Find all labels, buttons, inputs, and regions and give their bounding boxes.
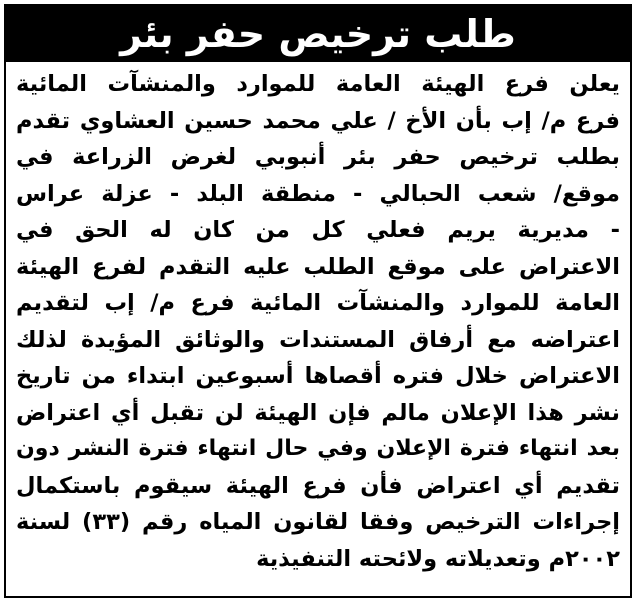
notice-line: بطلب ترخيص حفر بئر أنبوبي لغرض الزراعة في bbox=[16, 144, 620, 170]
notice-title: طلب ترخيص حفر بئر bbox=[6, 6, 630, 62]
notice-body bbox=[6, 66, 630, 577]
notice-line: - مديرية يريم فعلي كل من كان له الحق في bbox=[16, 217, 620, 243]
notice-line: اعتراضه مع أرفاق المستندات والوثائق المؤيدة لذلك bbox=[16, 326, 620, 353]
notice-line: الاعتراض خلال فتره أقصاها أسبوعين ابتداء من تاريخ bbox=[16, 363, 620, 389]
notice-line-last: ٢٠٠٢م وتعديلاته ولائحته التنفيذية bbox=[256, 545, 620, 572]
notice-line: تقديم أي اعتراض فأن فرع الهيئة سيقوم باستكمال bbox=[16, 472, 620, 499]
notice-line: بعد انتهاء فترة الإعلان وفي حال انتهاء فترة النشر دون bbox=[16, 436, 620, 461]
notice-line: العامة للموارد والمنشآت المائية فرع م/ إب لتقديم bbox=[16, 290, 620, 316]
notice-line: إجراءات الترخيص وفقا لقانون المياه رقم (٣٣) لسنة bbox=[16, 509, 620, 535]
notice-line: الاعتراض على موقع الطلب عليه التقدم لفرع الهيئة bbox=[16, 253, 620, 280]
notice-frame bbox=[4, 4, 632, 598]
notice-line: نشر هذا الإعلان مالم فإن الهيئة لن تقبل أي اعتراض bbox=[16, 399, 620, 426]
notice-line: موقع/ شعب الحبالي - منطقة البلد - عزلة عراس bbox=[16, 180, 620, 207]
notice-line: يعلن فرع الهيئة العامة للموارد والمنشآت المائية bbox=[16, 71, 620, 97]
notice-line: فرع م/ إب بأن الأخ / علي محمد حسين العشاوي تقدم bbox=[16, 107, 620, 134]
